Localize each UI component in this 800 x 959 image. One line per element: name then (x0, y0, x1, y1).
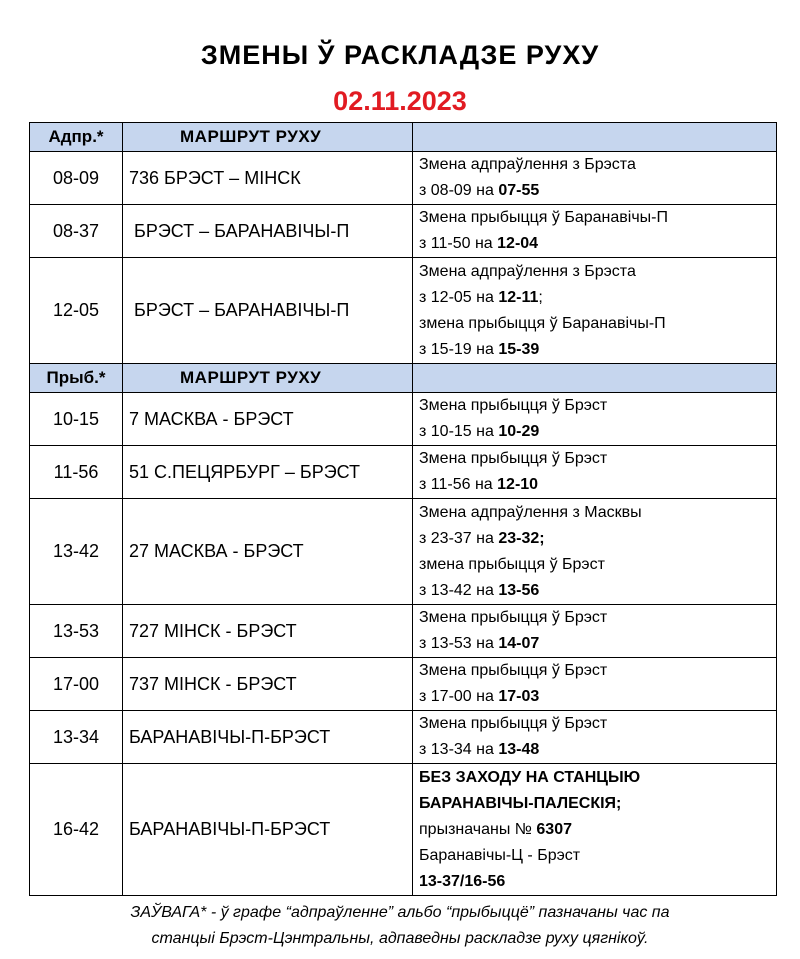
note-line (419, 178, 776, 204)
train-route: 7 МАСКВА - БРЭСТ (123, 393, 413, 446)
footnote-line: ЗАЎВАГА* - ў графе “адпраўленне” альбо “прыбыццё” пазначаны час па (130, 904, 670, 921)
note-text: 17-03 (498, 688, 540, 705)
change-note (413, 499, 777, 605)
note-line (419, 684, 776, 710)
note-text: Змена прыбыцця ў Баранавічы-П (419, 209, 668, 226)
note-text: Змена прыбыцця ў Брэст (419, 397, 608, 414)
change-note (413, 205, 777, 258)
note-text: з 13-42 на (419, 581, 499, 599)
train-route: 727 МІНСК - БРЭСТ (123, 605, 413, 658)
page-date: 02.11.2023 (333, 86, 467, 116)
train-route: 51 С.ПЕЦЯРБУРГ – БРЭСТ (123, 446, 413, 499)
note-line (419, 311, 776, 337)
train-route: 27 МАСКВА - БРЭСТ (123, 499, 413, 605)
note-text: з 11-56 на (419, 476, 498, 493)
table-row (30, 711, 777, 764)
note-line (419, 658, 776, 684)
arrivals-header-row (30, 364, 777, 393)
note-line (419, 605, 776, 631)
train-route: 737 МІНСК - БРЭСТ (123, 658, 413, 711)
note-line (419, 419, 776, 445)
change-note (413, 152, 777, 205)
note-text: 6307 (536, 820, 572, 838)
note-text: 07-55 (498, 182, 540, 199)
note-line (419, 393, 776, 419)
change-note (413, 764, 777, 896)
note-line (419, 152, 776, 178)
arrival-time: 13-42 (30, 499, 123, 605)
note-text: з 08-09 на (419, 182, 499, 199)
change-note (413, 258, 777, 364)
table-row (30, 205, 777, 258)
departures-route-header: МАРШРУТ РУХУ (123, 123, 413, 152)
note-text: Змена адпраўлення з Брэста (419, 156, 636, 173)
note-line (419, 231, 776, 257)
arrivals-time-header: Прыб.* (30, 364, 123, 393)
note-text: Змена прыбыцця ў Брэст (419, 609, 608, 626)
departures-time-header: Адпр.* (30, 123, 123, 152)
note-line (419, 843, 776, 869)
note-text: БЕЗ ЗАХОДУ НА СТАНЦЫЮ (419, 768, 641, 786)
table-row (30, 499, 777, 605)
note-text: ; (538, 288, 543, 306)
arrival-time: 17-00 (30, 658, 123, 711)
note-line (419, 578, 776, 604)
note-text: 14-07 (498, 635, 540, 652)
note-line (419, 259, 776, 285)
arrivals-note-header (413, 364, 777, 393)
departure-time: 08-09 (30, 152, 123, 205)
note-text: 13-48 (498, 741, 540, 758)
note-text: з 10-15 на (419, 423, 499, 440)
note-text: Змена прыбыцця ў Брэст (419, 450, 608, 467)
note-line (419, 205, 776, 231)
note-line (419, 791, 776, 817)
note-line (419, 631, 776, 657)
page-title: ЗМЕНЫ Ў РАСКЛАДЗЕ РУХУ (200, 40, 600, 70)
footnote (40, 900, 760, 952)
note-line (419, 285, 776, 311)
arrivals-route-header: МАРШРУТ РУХУ (123, 364, 413, 393)
table-row (30, 393, 777, 446)
note-line (419, 869, 776, 895)
train-route: 736 БРЭСТ – МІНСК (123, 152, 413, 205)
departures-note-header (413, 123, 777, 152)
note-text: 10-29 (498, 423, 540, 440)
train-route: БАРАНАВІЧЫ-П-БРЭСТ (123, 764, 413, 896)
note-text: Змена адпраўлення з Масквы (419, 503, 642, 521)
table-row (30, 258, 777, 364)
note-text: 12-11 (498, 288, 539, 306)
note-line (419, 765, 776, 791)
table-row (30, 605, 777, 658)
arrival-time: 16-42 (30, 764, 123, 896)
note-text: Баранавічы-Ц - Брэст (419, 846, 581, 864)
note-text: Змена адпраўлення з Брэста (419, 262, 636, 280)
change-note (413, 605, 777, 658)
note-text: прызначаны № (419, 820, 537, 838)
note-line (419, 711, 776, 737)
note-line (419, 500, 776, 526)
note-text: 12-04 (497, 235, 539, 252)
note-text: з 11-50 на (419, 235, 498, 252)
note-line (419, 526, 776, 552)
arrival-time: 11-56 (30, 446, 123, 499)
arrival-time: 13-53 (30, 605, 123, 658)
schedule-table (29, 122, 777, 896)
note-line (419, 472, 776, 498)
note-text: з 23-37 на (419, 529, 499, 547)
note-text: з 15-19 на (419, 340, 499, 358)
note-text: Змена прыбыцця ў Брэст (419, 662, 608, 679)
change-note (413, 446, 777, 499)
departures-header-row (30, 123, 777, 152)
table-row (30, 446, 777, 499)
note-line (419, 817, 776, 843)
table-row (30, 152, 777, 205)
note-text: 15-39 (498, 340, 540, 358)
note-text: змена прыбыцця ў Брэст (419, 555, 605, 573)
arrival-time: 10-15 (30, 393, 123, 446)
note-line (419, 337, 776, 363)
train-route: БРЭСТ – БАРАНАВІЧЫ-П (123, 205, 413, 258)
departure-time: 08-37 (30, 205, 123, 258)
table-row (30, 658, 777, 711)
note-text: 12-10 (497, 476, 539, 493)
note-text: 23-32; (498, 529, 545, 547)
note-text: з 13-34 на (419, 741, 499, 758)
footnote-line: станцыі Брэст-Цэнтральны, адпаведны раскладзе руху цягнікоў. (151, 930, 649, 947)
arrival-time: 13-34 (30, 711, 123, 764)
note-text: 13-56 (498, 581, 540, 599)
change-note (413, 393, 777, 446)
note-text: з 12-05 на (419, 288, 499, 306)
note-text: змена прыбыцця ў Баранавічы-П (419, 314, 666, 332)
note-text: з 17-00 на (419, 688, 499, 705)
note-line (419, 737, 776, 763)
note-text: Змена прыбыцця ў Брэст (419, 715, 608, 732)
departure-time: 12-05 (30, 258, 123, 364)
note-line (419, 552, 776, 578)
note-text: з 13-53 на (419, 635, 499, 652)
note-line (419, 446, 776, 472)
train-route: БАРАНАВІЧЫ-П-БРЭСТ (123, 711, 413, 764)
note-text: БАРАНАВІЧЫ-ПАЛЕСКІЯ; (419, 794, 622, 812)
table-row (30, 764, 777, 896)
note-text: 13-37/16-56 (419, 872, 506, 890)
train-route: БРЭСТ – БАРАНАВІЧЫ-П (123, 258, 413, 364)
change-note (413, 711, 777, 764)
change-note (413, 658, 777, 711)
